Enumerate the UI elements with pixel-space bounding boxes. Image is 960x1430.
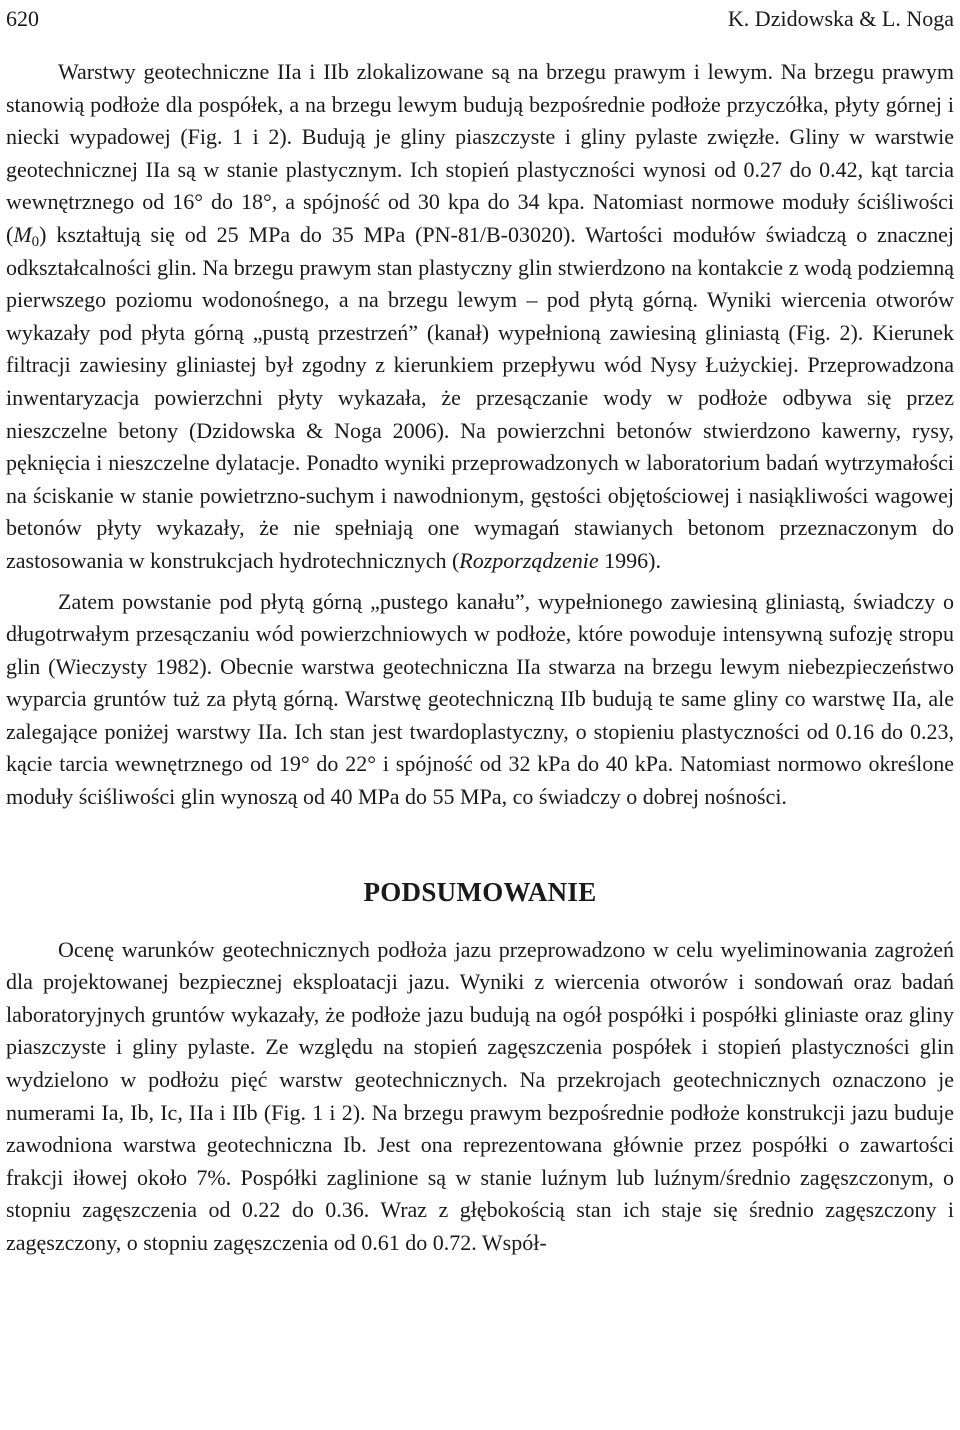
paragraph-text: Warstwy geotechniczne IIa i IIb zlokalizowane są na brzegu prawym i lewym. Na brzegu prawym stanowią podłoże dla pospółek, a na brzegu lewym budują bezpośrednie podłoże przyczółka, płyty górnej i niecki wypadowej (Fig. 1 i 2). Budują je gliny piaszczyste i gliny pylaste zwięzłe. Gliny w warstwie geotechnicznej IIa są w stanie plastycznym. Ich stopień plastyczności wynosi od 0.27 do 0.42, kąt tarcia wewnętrznego od 16° do 18°, a spójność od 30 kpa do 34 kpa. Natomiast normowe moduły ściśliwości ( [6,59,954,247]
modulus-subscript: 0 [31,233,40,250]
section-heading: PODSUMOWANIE [363,876,597,907]
modulus-symbol: M [13,221,32,247]
citation-italic: Rozporządzenie [459,547,599,573]
page-number: 620 [6,6,39,31]
paragraph-empty-channel: Zatem powstanie pod płytą górną „pustego kanału”, wypełnionego zawiesiną gliniastą, świadczy o długotrwałym przesączaniu wód powierzchniowych w podłoże, które powoduje intensywną sufozję stropu glin (Wieczysty 1982). Obecnie warstwa geotechniczna IIa stwarza na brzegu lewym niebezpieczeństwo wyparcia gruntów tuż za płytą górną. Warstwę geotechniczną IIb budują te same gliny co warstwę IIa, ale zalegające poniżej warstwy IIa. Ich stan jest twardoplastyczny, o stopieniu plastyczności od 0.16 do 0.23, kącie tarcia wewnętrznego od 19° do 22° i spójność od 32 kPa do 40 kPa. Natomiast normowo określone moduły ściśliwości glin wynoszą od 40 MPa do 55 MPa, co świadczy o dobrej nośności. [6,588,954,810]
paragraph-summary: Ocenę warunków geotechnicznych podłoża jazu przeprowadzono w celu wyeliminowania zagrożeń dla projektowanej bezpiecznej eksploatacji jazu. Wyniki z wiercenia otworów i sondowań oraz badań laboratoryjnych gruntów wykazały, że podłoże jazu budują na ogół pospółki i pospółki gliniaste oraz gliny piaszczyste i gliny pylaste. Ze względu na stopień zagęszczenia pospółek i stopień plastyczności glin wydzielono w podłożu pięć warstw geotechnicznych. Na przekrojach geotechnicznych oznaczono je numerami Ia, Ib, Ic, IIa i IIb (Fig. 1 i 2). Na brzegu prawym bezpośrednie podłoże konstrukcji jazu buduje zawodniona warstwa geotechniczna Ib. Jest ona reprezentowana głównie przez pospółki o zawartości frakcji iłowej około 7%. Pospółki zaglinione są w stanie luźnym lub luźnym/średnio zagęszczonym, o stopniu zagęszczenia od 0.22 do 0.36. Wraz z głębokością stan ich staje się średnio zagęszczony i zagęszczony, o stopniu zagęszczenia od 0.61 do 0.72. Współ- [6,936,954,1255]
body-text [6,56,954,1260]
document-page [6,0,954,1260]
paragraph-geotechnical-layers [6,56,954,578]
running-header [6,0,954,38]
running-header-authors: K. Dzidowska & L. Noga [727,6,954,31]
paragraph-text: 1996). [598,547,661,573]
paragraph-text: ) kształtują się od 25 MPa do 35 MPa (PN-81/B-03020). Wartości modułów świadczą o znacznej odkształcalności glin. Na brzegu prawym stan plastyczny glin stwierdzono na kontakcie z wodą podziemną pierwszego poziomu wodonośnego, a na brzegu lewym – pod płytą górną. Wyniki wiercenia otworów wykazały pod płyta górną „pustą przestrzeń” (kanał) wypełnioną zawiesiną gliniastą (Fig. 2). Kierunek filtracji zawiesiny gliniastej był zgodny z kierunkiem przepływu wód Nysy Łużyckiej. Przeprowadzona inwentaryzacja powierzchni płyty wykazała, że przesączanie wody w podłoże odbywa się przez nieszczelne betony (Dzidowska & Noga 2006). Na powierzchni betonów stwierdzono kawerny, rysy, pęknięcia i nieszczelne dylatacje. Ponadto wyniki przeprowadzonych w laboratorium badań wytrzymałości na ściskanie w stanie powietrzno-suchym i nawodnionym, gęstości objętościowej i nasiąkliwości wagowej betonów płyty wykazały, że nie spełniają one wymagań stawianych betonom przeznaczonym do zastosowania w konstrukcjach hydrotechnicznych ( [6,221,954,573]
